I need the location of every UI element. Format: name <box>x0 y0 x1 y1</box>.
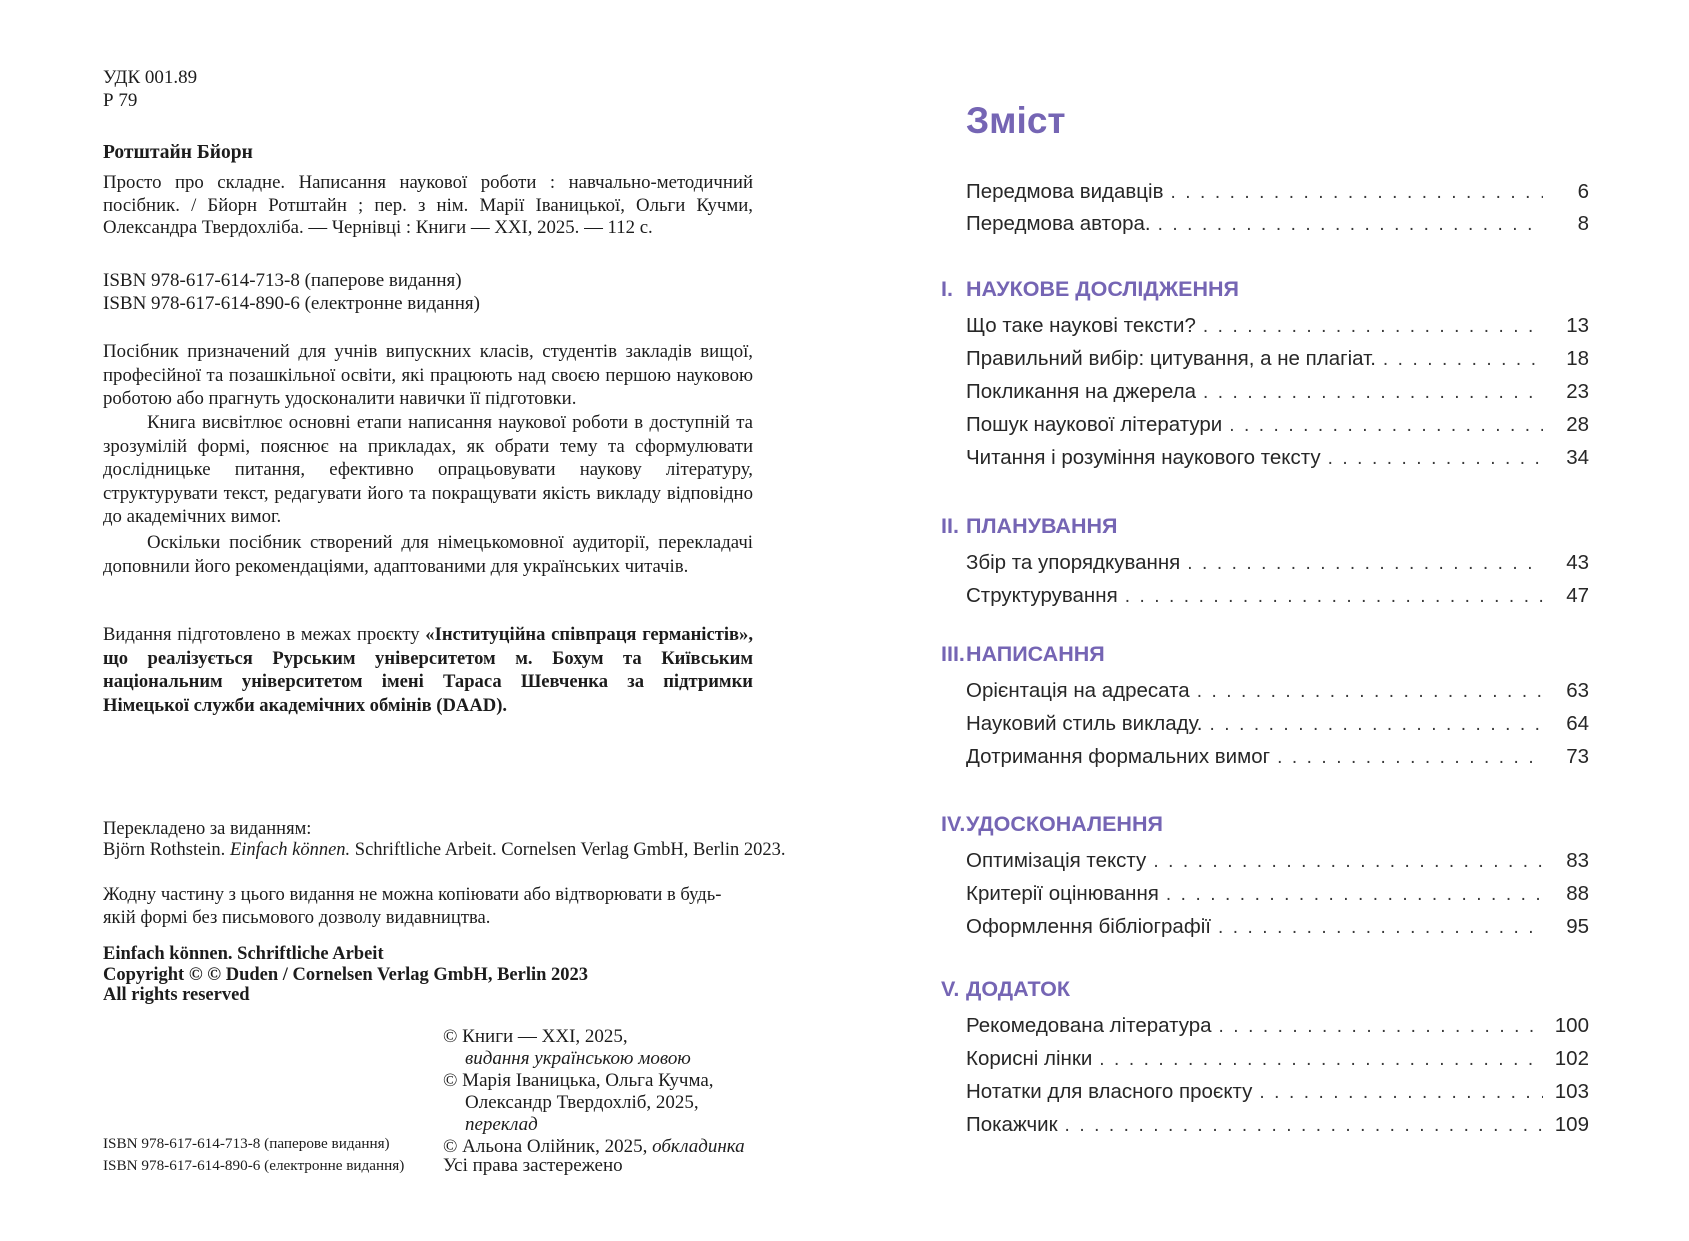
toc-front-matter <box>941 176 1589 240</box>
dot-leader <box>1203 709 1543 741</box>
toc-entry <box>966 208 1589 240</box>
dot-leader <box>1222 410 1543 442</box>
toc-entry <box>966 442 1589 475</box>
section-title: НАУКОВЕ ДОСЛІДЖЕННЯ <box>966 277 1239 301</box>
section-numeral: II. <box>941 514 959 538</box>
dot-leader <box>1146 846 1543 878</box>
toc-entry <box>966 409 1589 442</box>
toc-entry-page: 88 <box>1566 882 1589 905</box>
toc-section-heading <box>941 274 1589 310</box>
toc-entry-page: 34 <box>1566 446 1589 469</box>
annotation-paragraph: Посібник призначений для учнів випускних класів, студентів закладів вищої, професійної та позашкільної освіти, які працюють над своєю першою науковою роботою або прагнуть удосконалити навички її підготовки. <box>103 341 753 409</box>
udk-code: УДК 001.89 <box>103 67 198 88</box>
toc-section-improvement <box>941 809 1589 944</box>
dot-leader <box>1270 742 1543 774</box>
translated-label: Перекладено за виданням: <box>103 819 312 839</box>
toc-entry-label: Передмова автора. <box>966 212 1151 235</box>
toc-entry <box>966 708 1589 741</box>
toc-entry-page: 64 <box>1566 712 1589 735</box>
toc-entry <box>966 176 1589 208</box>
toc-section-planning <box>941 511 1589 613</box>
toc-entry <box>966 878 1589 911</box>
credit-line: © Альона Олійник, 2025, обкладинка <box>443 1136 745 1157</box>
annotation-paragraph: Оскільки посібник створений для німецькомовної аудиторії, перекладачі доповнили його рекомендаціями, адаптованими для українських читачів. <box>103 532 753 577</box>
credit-line: © Марія Іваницька, Ольга Кучма, <box>443 1070 714 1091</box>
toc-entry-label: Оптимізація тексту <box>966 849 1147 872</box>
toc-entry <box>966 845 1589 878</box>
toc-entry-label: Збір та упорядкування <box>966 551 1181 574</box>
toc-title: Зміст <box>966 100 1066 141</box>
dot-leader <box>1252 1077 1543 1109</box>
bibliographic-description: Просто про складне. Написання наукової роботи : навчально-методичний посібник. / Бйорн Ротштайн ; пер. з нім. Марії Іваницької, Ольги Кучми, Олександра Твердохліба. — Чернівці : Книги — XXI, 2025. — 112 с. <box>103 172 753 238</box>
toc-entry-label: Критерії оцінювання <box>966 882 1159 905</box>
toc-entry-label: Структурування <box>966 584 1118 607</box>
toc-entry-label: Науковий стиль викладу. <box>966 712 1203 735</box>
toc-entry-page: 73 <box>1566 745 1589 768</box>
toc-section-appendix <box>941 974 1589 1142</box>
toc-entry-label: Дотримання формальних вимог <box>966 745 1271 768</box>
annotation-paragraph: Книга висвітлює основні етапи написання наукової роботи в доступній та зрозумілій формі, пояснює на прикладах, як обрати тему та сформулювати дослідницьке питання, ефективно опрацьовувати наукову літературу, структурувати текст, редагувати його та покращувати якість викладу відповідно до академічних вимог. <box>103 412 753 527</box>
toc-entry-page: 95 <box>1566 915 1589 938</box>
toc-page <box>941 0 1589 1241</box>
toc-section-heading <box>941 639 1589 675</box>
copyright-line: Copyright © © Duden / Cornelsen Verlag GmbH, Berlin 2023 <box>103 964 589 985</box>
footer-isbn-block <box>103 1133 404 1177</box>
isbn-electronic: ISBN 978-617-614-890-6 (електронне видання) <box>103 293 480 314</box>
dot-leader <box>1196 311 1543 343</box>
project-note-intro: Видання підготовлено в межах проєкту <box>103 624 426 645</box>
toc-section-heading <box>941 974 1589 1010</box>
toc-entry <box>966 1076 1589 1109</box>
toc-entry-label: Покликання на джерела <box>966 380 1196 403</box>
toc-entry-page: 13 <box>1566 314 1589 337</box>
toc-entry-page: 28 <box>1566 413 1589 436</box>
toc-entry <box>966 675 1589 708</box>
toc-entry-label: Пошук наукової літератури <box>966 413 1223 436</box>
toc-entry-page: 109 <box>1554 1113 1589 1136</box>
dot-leader <box>1092 1044 1543 1076</box>
toc-entry-label: Правильний вибір: цитування, а не плагіат. <box>966 347 1376 370</box>
section-title: ДОДАТОК <box>966 977 1070 1001</box>
toc-entry-label: Корисні лінки <box>966 1047 1093 1070</box>
toc-entry <box>966 1043 1589 1076</box>
section-title: УДОСКОНАЛЕННЯ <box>966 812 1163 836</box>
toc-entry <box>966 310 1589 343</box>
toc-entry-label: Що таке наукові тексти? <box>966 314 1196 337</box>
rights-reserved-ua: Усі права застережено <box>443 1155 623 1176</box>
toc-entry <box>966 547 1589 580</box>
toc-entry-label: Покажчик <box>966 1113 1058 1136</box>
toc-entry-page: 43 <box>1566 551 1589 574</box>
toc-entry <box>966 911 1589 944</box>
edition-credits <box>443 1026 753 1158</box>
toc-entry-page: 102 <box>1554 1047 1589 1070</box>
toc-section-writing <box>941 639 1589 774</box>
dot-leader <box>1190 676 1543 708</box>
credit-line: Олександр Твердохліб, 2025, переклад <box>465 1092 699 1135</box>
imprint-page <box>103 0 786 1241</box>
dot-leader <box>1376 344 1543 376</box>
toc-entry <box>966 741 1589 774</box>
source-edition: Björn Rothstein. Einfach können. Schriftliche Arbeit. Cornelsen Verlag GmbH, Berlin 2023. <box>103 840 786 860</box>
toc-entry-label: Оформлення бібліографії <box>966 915 1211 938</box>
toc-entry-page: 63 <box>1566 679 1589 702</box>
classification-code: Р 79 <box>103 90 138 111</box>
footer-isbn-paper: ISBN 978-617-614-713-8 (паперове видання) <box>103 1135 390 1152</box>
section-title: НАПИСАННЯ <box>966 642 1105 666</box>
toc-entry-page: 47 <box>1566 584 1589 607</box>
dot-leader <box>1058 1110 1543 1142</box>
toc-entry <box>966 1109 1589 1142</box>
section-numeral: V. <box>941 977 960 1001</box>
dot-leader <box>1180 548 1543 580</box>
toc-entry-label: Передмова видавців <box>966 180 1164 203</box>
rights-line: All rights reserved <box>103 985 250 1006</box>
credit-line: видання українською мовою <box>465 1048 691 1069</box>
toc-entry-page: 23 <box>1566 380 1589 403</box>
toc-entry-page: 103 <box>1554 1080 1589 1103</box>
toc-entry-page: 100 <box>1554 1014 1589 1037</box>
footer-isbn-electronic: ISBN 978-617-614-890-6 (електронне видання) <box>103 1157 405 1174</box>
isbn-paper: ISBN 978-617-614-713-8 (паперове видання) <box>103 270 462 291</box>
original-copyright-block <box>103 944 588 1006</box>
toc-entry-label: Рекомедована література <box>966 1014 1212 1037</box>
toc-section-heading <box>941 511 1589 547</box>
toc-section-research <box>941 274 1589 475</box>
toc-entry-label: Нотатки для власного проєкту <box>966 1080 1253 1103</box>
toc-entry <box>966 343 1589 376</box>
toc-entry-page: 8 <box>1577 212 1589 235</box>
dot-leader <box>1321 443 1543 475</box>
toc-entry-label: Орієнтація на адресата <box>966 679 1190 702</box>
toc-entry <box>966 376 1589 409</box>
toc-entry-label: Читання і розуміння наукового тексту <box>966 446 1321 469</box>
toc-entry <box>966 580 1589 613</box>
dot-leader <box>1159 879 1543 911</box>
credit-line: © Книги — XXI, 2025, <box>443 1026 628 1047</box>
dot-leader <box>1212 1011 1543 1043</box>
section-title: ПЛАНУВАННЯ <box>966 514 1118 538</box>
no-copy-notice: Жодну частину з цього видання не можна копіювати або відтворювати в будь-якій формі без письмового дозволу видавництва. <box>103 884 722 928</box>
author-name: Ротштайн Бйорн <box>103 142 253 163</box>
dot-leader <box>1211 912 1543 944</box>
toc-entry-page: 83 <box>1566 849 1589 872</box>
project-note <box>103 623 753 717</box>
toc-entry-page: 6 <box>1577 180 1589 203</box>
dot-leader <box>1163 177 1543 209</box>
dot-leader <box>1196 377 1543 409</box>
dot-leader <box>1118 581 1543 613</box>
original-title: Einfach können. Schriftliche Arbeit <box>103 944 384 964</box>
toc-entry <box>966 1010 1589 1043</box>
translated-from-block <box>103 819 793 861</box>
section-numeral: IV. <box>941 812 966 836</box>
project-note-bold: «Інституційна співпраця германістів», що реалізується Рурським університетом м. Бохум та Київським національним університетом імені Тараса Шевченка за підтримки Німецької служби академічних обмінів (DAAD). <box>103 624 753 716</box>
toc-entry-page: 18 <box>1566 347 1589 370</box>
section-numeral: III. <box>941 642 965 666</box>
dot-leader <box>1151 209 1543 241</box>
section-numeral: I. <box>941 277 953 301</box>
toc-section-heading <box>941 809 1589 845</box>
